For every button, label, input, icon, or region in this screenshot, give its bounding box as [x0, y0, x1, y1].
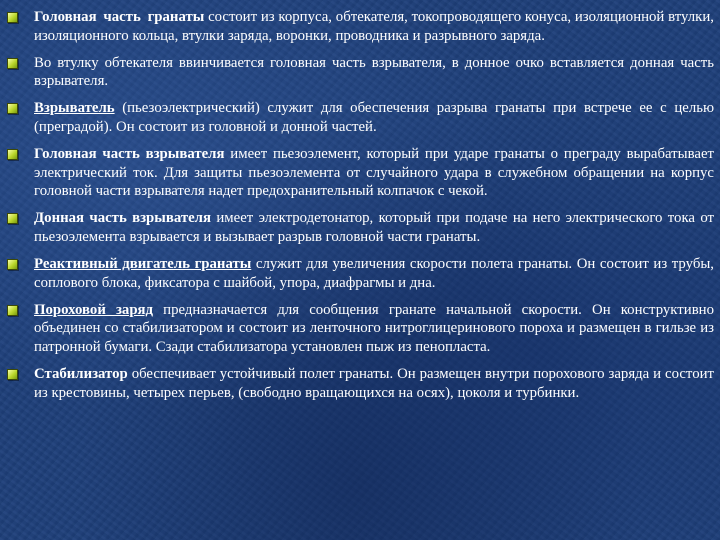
item-lead-bold: Головная часть взрывателя — [34, 146, 225, 163]
square-bullet-icon — [7, 12, 18, 23]
square-bullet-icon — [7, 259, 18, 270]
item-text: имеет электродетонатор, который при подаче на него электрического тока от пьезоэлемента взрывается и вызывает разрыв головной части гранаты. — [34, 210, 714, 245]
item-lead-bold-underlined: Взрыватель — [34, 100, 115, 117]
list-item-fuze-head — [4, 145, 714, 201]
item-lead-bold-underlined: Реактивный двигатель гранаты — [34, 256, 252, 273]
slide-content — [4, 8, 714, 411]
list-item-fuze-base — [4, 209, 714, 246]
item-lead-bold: Головная часть гранаты — [34, 9, 205, 25]
item-text: обеспечивает устойчивый полет гранаты. Он размещен внутри порохового заряда и состоит из крестовины, четырех перьев, (свободно вращающихся на осях), цоколя и турбинки. — [34, 366, 714, 401]
square-bullet-icon — [7, 103, 18, 114]
item-lead-bold: Стабилизатор — [34, 366, 128, 382]
list-item-fairing — [4, 54, 714, 91]
item-text: Во втулку обтекателя ввинчивается головная часть взрывателя, в донное очко вставляется донная часть взрывателя. — [34, 54, 714, 90]
item-lead-bold: Донная часть взрывателя — [34, 210, 211, 227]
item-text: состоит из корпуса, обтекателя, токопроводящего конуса, изоляционной втулки, изоляционного кольца, втулки заряда, воронки, проводника и разрывного заряда. — [34, 9, 714, 44]
list-item-fuze — [4, 99, 714, 136]
list-item-powder-charge — [4, 301, 714, 357]
list-item-stabilizer — [4, 365, 714, 402]
item-text: (пьезоэлектрический) служит для обеспечения разрыва гранаты при встрече ее с целью (преградой). Он состоит из головной и донной частей. — [34, 100, 714, 135]
square-bullet-icon — [7, 369, 18, 380]
list-item-rocket-motor — [4, 255, 714, 292]
list-item-warhead — [4, 8, 714, 45]
square-bullet-icon — [7, 305, 18, 316]
square-bullet-icon — [7, 58, 18, 69]
item-text: предназначается для сообщения гранате начальной скорости. Он конструктивно объединен со стабилизатором и состоит из ленточного нитроглицеринового пороха и размещен в гильзе из патронной бумаги. Сзади стабилизатора установлен пыж из пенопласта. — [34, 301, 714, 355]
item-lead-underlined: Пороховой заряд — [34, 301, 154, 318]
square-bullet-icon — [7, 213, 18, 224]
item-text: имеет пьезоэлемент, который при ударе гранаты о преграду вырабатывает электрический ток. Для защиты пьезоэлемента от случайного удара в служебном обращении на корпус головной части взрывателя надет предохранительный колпачок с чекой. — [34, 146, 714, 200]
square-bullet-icon — [7, 149, 18, 160]
item-text: служит для увеличения скорости полета гранаты. Он состоит из трубы, соплового блока, фиксатора с шайбой, упора, диафрагмы и дна. — [34, 256, 714, 291]
